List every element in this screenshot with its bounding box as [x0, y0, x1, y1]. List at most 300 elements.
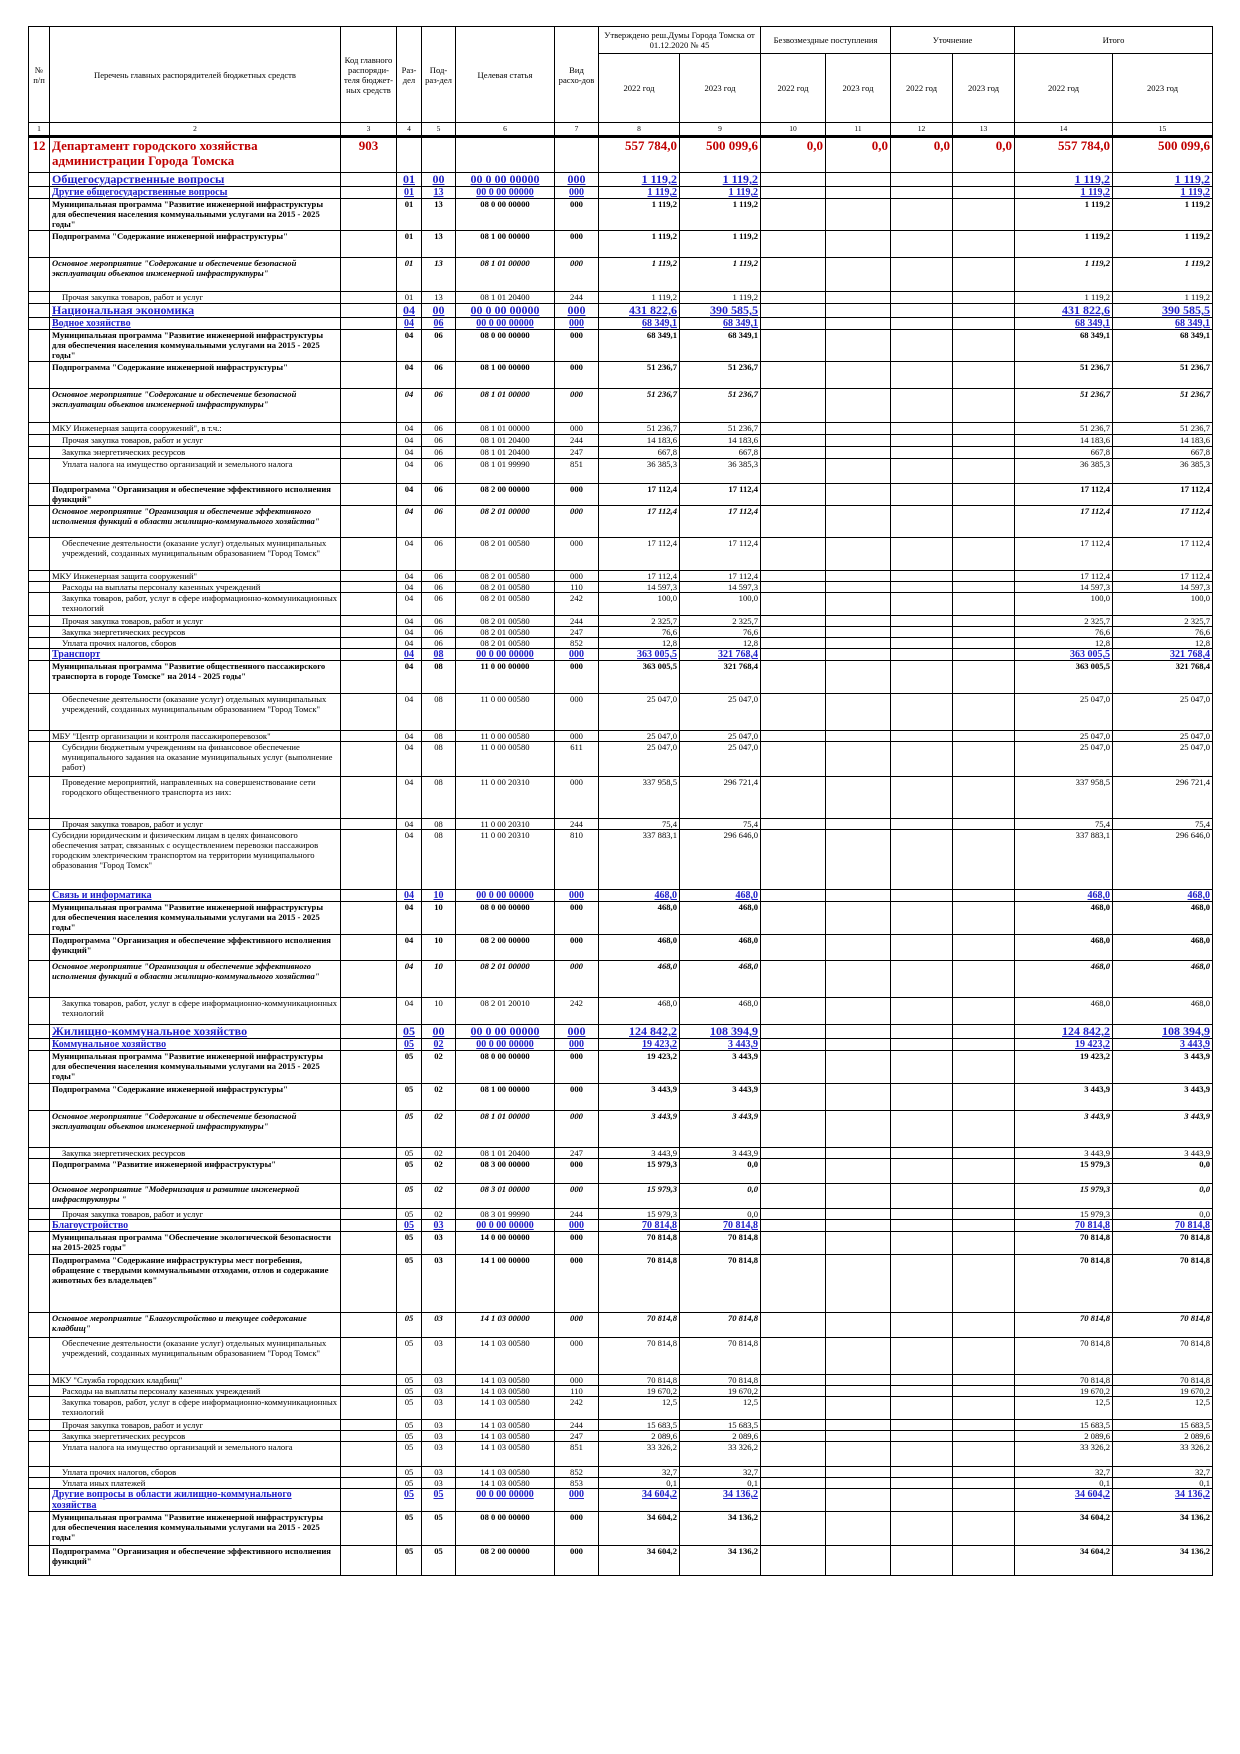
- cell-code: [341, 1184, 397, 1209]
- cell-free-2023: [826, 830, 891, 890]
- cell-total-2022: 363 005,5: [1015, 661, 1113, 694]
- cell-vid: 000: [555, 1039, 599, 1051]
- cell-total-2022: 1 119,2: [1015, 199, 1113, 231]
- cell-approved-2022: 431 822,6: [599, 304, 680, 318]
- table-row: [29, 1220, 1213, 1232]
- cell-razdel: 01: [397, 231, 422, 258]
- cell-name: Другие общегосударственные вопросы: [50, 187, 341, 199]
- cell-total-2023: 17 112,4: [1113, 484, 1213, 506]
- cell-razdel: 04: [397, 638, 422, 649]
- cell-approved-2022: 14 183,6: [599, 435, 680, 447]
- cell-total-2023: 33 326,2: [1113, 1442, 1213, 1467]
- cell-total-2023: 12,5: [1113, 1397, 1213, 1420]
- cell-free-2023: [826, 1313, 891, 1338]
- cell-name: Подпрограмма "Содержание инфраструктуры мест погребения, обращение с твердыми коммунальными отходами, отлов и содержание животных без владельцев": [50, 1255, 341, 1313]
- cell-target: 08 2 01 00580: [456, 582, 555, 593]
- cell-name: Подпрограмма "Содержание инженерной инфраструктуры": [50, 231, 341, 258]
- cell-clarify-2023: [953, 292, 1015, 304]
- cell-total-2023: 70 814,8: [1113, 1375, 1213, 1386]
- cell-code: [341, 1375, 397, 1386]
- cell-clarify-2023: [953, 423, 1015, 435]
- table-row: [29, 661, 1213, 694]
- cell-clarify-2023: [953, 616, 1015, 627]
- cell-code: [341, 731, 397, 742]
- cell-podrazdel: 05: [422, 1489, 456, 1512]
- cell-total-2022: 12,8: [1015, 638, 1113, 649]
- cell-idx: [29, 890, 50, 902]
- cell-vid: 000: [555, 890, 599, 902]
- cell-clarify-2023: [953, 231, 1015, 258]
- cell-podrazdel: 03: [422, 1255, 456, 1313]
- table-row: [29, 649, 1213, 661]
- cell-code: [341, 1431, 397, 1442]
- cell-free-2022: [761, 627, 826, 638]
- column-number: 11: [826, 123, 891, 137]
- cell-target: 11 0 00 00580: [456, 742, 555, 777]
- cell-podrazdel: 06: [422, 506, 456, 538]
- cell-free-2022: [761, 935, 826, 961]
- cell-free-2022: [761, 199, 826, 231]
- cell-total-2022: 68 349,1: [1015, 318, 1113, 330]
- cell-idx: [29, 1025, 50, 1039]
- header-year: 2023 год: [953, 54, 1015, 123]
- cell-approved-2022: 363 005,5: [599, 661, 680, 694]
- cell-free-2022: [761, 258, 826, 292]
- cell-code: [341, 1386, 397, 1397]
- cell-razdel: 01: [397, 292, 422, 304]
- cell-name: Подпрограмма "Организация и обеспечение эффективного исполнения функций": [50, 1546, 341, 1576]
- table-row: [29, 292, 1213, 304]
- cell-vid: 000: [555, 187, 599, 199]
- cell-clarify-2022: [891, 1420, 953, 1431]
- cell-approved-2023: 296 646,0: [680, 830, 761, 890]
- cell-code: [341, 1159, 397, 1184]
- cell-approved-2023: 19 670,2: [680, 1386, 761, 1397]
- cell-name: Уплата иных платежей: [50, 1478, 341, 1489]
- cell-free-2023: [826, 1084, 891, 1111]
- cell-free-2022: [761, 447, 826, 459]
- cell-free-2022: [761, 571, 826, 582]
- cell-idx: [29, 1159, 50, 1184]
- cell-podrazdel: 03: [422, 1375, 456, 1386]
- cell-code: [341, 935, 397, 961]
- cell-clarify-2022: [891, 1220, 953, 1232]
- cell-approved-2023: 70 814,8: [680, 1255, 761, 1313]
- cell-clarify-2023: [953, 1313, 1015, 1338]
- column-number: 14: [1015, 123, 1113, 137]
- cell-name: Закупка энергетических ресурсов: [50, 1148, 341, 1159]
- cell-idx: [29, 506, 50, 538]
- cell-total-2023: 3 443,9: [1113, 1111, 1213, 1148]
- cell-free-2022: [761, 506, 826, 538]
- cell-clarify-2022: [891, 318, 953, 330]
- cell-clarify-2023: [953, 304, 1015, 318]
- cell-podrazdel: 03: [422, 1397, 456, 1420]
- table-row: [29, 459, 1213, 484]
- cell-idx: [29, 902, 50, 935]
- cell-clarify-2022: [891, 292, 953, 304]
- cell-podrazdel: 00: [422, 304, 456, 318]
- cell-code: [341, 777, 397, 819]
- table-row: [29, 638, 1213, 649]
- cell-vid: 244: [555, 435, 599, 447]
- cell-idx: [29, 1084, 50, 1111]
- header-total: Итого: [1015, 27, 1213, 54]
- cell-free-2023: [826, 731, 891, 742]
- cell-target: 08 0 00 00000: [456, 1051, 555, 1084]
- cell-clarify-2023: [953, 627, 1015, 638]
- cell-clarify-2022: [891, 1546, 953, 1576]
- cell-approved-2022: 468,0: [599, 902, 680, 935]
- cell-clarify-2023: [953, 1442, 1015, 1467]
- cell-code: [341, 1148, 397, 1159]
- column-number: 15: [1113, 123, 1213, 137]
- cell-name: Департамент городского хозяйства администрации Города Томска: [50, 137, 341, 173]
- cell-free-2023: [826, 961, 891, 998]
- cell-name: Связь и информатика: [50, 890, 341, 902]
- cell-code: [341, 231, 397, 258]
- cell-approved-2022: 124 842,2: [599, 1025, 680, 1039]
- cell-total-2023: 100,0: [1113, 593, 1213, 616]
- cell-clarify-2023: [953, 582, 1015, 593]
- cell-clarify-2022: [891, 1159, 953, 1184]
- cell-code: [341, 890, 397, 902]
- cell-target: 08 1 00 00000: [456, 1084, 555, 1111]
- cell-target: 08 1 01 00000: [456, 423, 555, 435]
- cell-idx: [29, 830, 50, 890]
- cell-approved-2023: 1 119,2: [680, 187, 761, 199]
- cell-clarify-2023: [953, 1397, 1015, 1420]
- cell-vid: [555, 137, 599, 173]
- cell-podrazdel: 06: [422, 638, 456, 649]
- cell-free-2022: [761, 1546, 826, 1576]
- cell-vid: 000: [555, 961, 599, 998]
- cell-idx: [29, 694, 50, 731]
- cell-approved-2022: 17 112,4: [599, 571, 680, 582]
- cell-approved-2023: 33 326,2: [680, 1442, 761, 1467]
- cell-free-2023: [826, 389, 891, 423]
- cell-name: Жилищно-коммунальное хозяйство: [50, 1025, 341, 1039]
- cell-approved-2022: 70 814,8: [599, 1338, 680, 1375]
- cell-free-2022: [761, 1489, 826, 1512]
- cell-podrazdel: 13: [422, 187, 456, 199]
- cell-razdel: 05: [397, 1209, 422, 1220]
- cell-idx: [29, 1386, 50, 1397]
- cell-code: [341, 330, 397, 362]
- cell-approved-2022: 14 597,3: [599, 582, 680, 593]
- header-row-1: [29, 27, 1213, 54]
- cell-free-2023: [826, 1512, 891, 1546]
- cell-total-2022: 36 385,3: [1015, 459, 1113, 484]
- cell-clarify-2022: [891, 1209, 953, 1220]
- cell-razdel: 04: [397, 593, 422, 616]
- cell-approved-2023: 17 112,4: [680, 538, 761, 571]
- cell-total-2022: 33 326,2: [1015, 1442, 1113, 1467]
- cell-approved-2023: 390 585,5: [680, 304, 761, 318]
- cell-razdel: 05: [397, 1159, 422, 1184]
- cell-razdel: 04: [397, 389, 422, 423]
- cell-free-2022: [761, 616, 826, 627]
- cell-free-2022: [761, 318, 826, 330]
- header-year: 2022 год: [1015, 54, 1113, 123]
- cell-free-2023: [826, 1148, 891, 1159]
- cell-clarify-2022: [891, 1025, 953, 1039]
- cell-vid: 000: [555, 1025, 599, 1039]
- cell-target: 00 0 00 00000: [456, 1220, 555, 1232]
- cell-clarify-2023: [953, 777, 1015, 819]
- cell-podrazdel: 06: [422, 582, 456, 593]
- cell-total-2023: 468,0: [1113, 935, 1213, 961]
- cell-clarify-2022: [891, 1431, 953, 1442]
- cell-code: [341, 187, 397, 199]
- cell-free-2022: [761, 731, 826, 742]
- cell-podrazdel: 06: [422, 389, 456, 423]
- cell-name: Подпрограмма "Организация и обеспечение эффективного исполнения функций": [50, 484, 341, 506]
- cell-free-2023: 0,0: [826, 137, 891, 173]
- cell-approved-2022: 557 784,0: [599, 137, 680, 173]
- cell-free-2022: [761, 330, 826, 362]
- cell-podrazdel: 06: [422, 435, 456, 447]
- cell-name: Благоустройство: [50, 1220, 341, 1232]
- cell-free-2023: [826, 423, 891, 435]
- cell-total-2023: 0,0: [1113, 1184, 1213, 1209]
- cell-name: Субсидии юридическим и физическим лицам в целях финансового обеспечения затрат, связанных с осуществлением перевозки пассажиров городским электрическим транспортом на территории муниципального образования "Город Томск": [50, 830, 341, 890]
- cell-approved-2023: 1 119,2: [680, 199, 761, 231]
- table-row: [29, 1420, 1213, 1431]
- cell-name: Прочая закупка товаров, работ и услуг: [50, 616, 341, 627]
- cell-code: [341, 694, 397, 731]
- cell-razdel: 05: [397, 1111, 422, 1148]
- cell-code: [341, 1209, 397, 1220]
- cell-razdel: 04: [397, 435, 422, 447]
- cell-free-2023: [826, 694, 891, 731]
- cell-target: 00 0 00 00000: [456, 1025, 555, 1039]
- cell-name: Муниципальная программа "Развитие общественного пассажирского транспорта в городе Томске" на 2014 - 2025 годы": [50, 661, 341, 694]
- cell-clarify-2023: [953, 1039, 1015, 1051]
- cell-clarify-2023: [953, 1478, 1015, 1489]
- cell-total-2022: 468,0: [1015, 935, 1113, 961]
- cell-vid: 000: [555, 731, 599, 742]
- cell-code: [341, 1220, 397, 1232]
- cell-name: Обеспечение деятельности (оказание услуг) отдельных муниципальных учреждений, созданных муниципальным образованием "Город Томск": [50, 694, 341, 731]
- cell-total-2023: 390 585,5: [1113, 304, 1213, 318]
- cell-free-2023: [826, 1220, 891, 1232]
- cell-clarify-2022: [891, 1232, 953, 1255]
- cell-code: [341, 1255, 397, 1313]
- cell-clarify-2023: [953, 1431, 1015, 1442]
- cell-vid: 000: [555, 484, 599, 506]
- cell-clarify-2022: [891, 998, 953, 1025]
- cell-idx: [29, 459, 50, 484]
- cell-total-2023: 1 119,2: [1113, 173, 1213, 187]
- cell-approved-2023: 0,0: [680, 1209, 761, 1220]
- cell-approved-2022: 15 979,3: [599, 1159, 680, 1184]
- cell-razdel: 04: [397, 330, 422, 362]
- cell-approved-2022: 19 670,2: [599, 1386, 680, 1397]
- cell-free-2023: [826, 1209, 891, 1220]
- cell-razdel: 04: [397, 571, 422, 582]
- cell-idx: [29, 1148, 50, 1159]
- cell-free-2023: [826, 199, 891, 231]
- cell-approved-2022: 25 047,0: [599, 742, 680, 777]
- cell-approved-2023: 0,0: [680, 1184, 761, 1209]
- cell-total-2022: 34 604,2: [1015, 1546, 1113, 1576]
- cell-approved-2023: 12,8: [680, 638, 761, 649]
- cell-vid: 000: [555, 423, 599, 435]
- cell-clarify-2022: [891, 231, 953, 258]
- table-row: [29, 593, 1213, 616]
- cell-target: 08 1 01 20400: [456, 435, 555, 447]
- cell-total-2022: 1 119,2: [1015, 231, 1113, 258]
- cell-free-2023: [826, 1025, 891, 1039]
- cell-target: 08 1 00 00000: [456, 362, 555, 389]
- cell-total-2023: 12,8: [1113, 638, 1213, 649]
- table-row: [29, 731, 1213, 742]
- cell-total-2022: 468,0: [1015, 902, 1113, 935]
- cell-idx: [29, 1375, 50, 1386]
- cell-podrazdel: 06: [422, 593, 456, 616]
- cell-vid: 000: [555, 330, 599, 362]
- cell-free-2023: [826, 292, 891, 304]
- table-row: [29, 389, 1213, 423]
- cell-total-2023: 70 814,8: [1113, 1232, 1213, 1255]
- cell-target: 11 0 00 20310: [456, 777, 555, 819]
- cell-target: 14 1 03 00580: [456, 1397, 555, 1420]
- cell-total-2023: 500 099,6: [1113, 137, 1213, 173]
- cell-code: [341, 961, 397, 998]
- cell-total-2023: 468,0: [1113, 890, 1213, 902]
- cell-clarify-2023: [953, 1375, 1015, 1386]
- cell-free-2022: [761, 1512, 826, 1546]
- column-number: 3: [341, 123, 397, 137]
- cell-clarify-2022: [891, 638, 953, 649]
- cell-clarify-2022: [891, 459, 953, 484]
- cell-approved-2023: 468,0: [680, 961, 761, 998]
- cell-clarify-2023: [953, 742, 1015, 777]
- cell-approved-2023: 76,6: [680, 627, 761, 638]
- cell-clarify-2022: [891, 538, 953, 571]
- cell-vid: 000: [555, 1255, 599, 1313]
- cell-code: [341, 362, 397, 389]
- cell-free-2023: [826, 484, 891, 506]
- cell-approved-2022: 0,1: [599, 1478, 680, 1489]
- cell-target: 08 1 01 00000: [456, 1111, 555, 1148]
- cell-podrazdel: 06: [422, 616, 456, 627]
- cell-total-2022: 19 423,2: [1015, 1039, 1113, 1051]
- table-row: [29, 538, 1213, 571]
- cell-name: Обеспечение деятельности (оказание услуг) отдельных муниципальных учреждений, созданных муниципальным образованием "Город Томск": [50, 538, 341, 571]
- cell-approved-2023: 0,1: [680, 1478, 761, 1489]
- cell-idx: [29, 1051, 50, 1084]
- cell-clarify-2022: [891, 506, 953, 538]
- cell-total-2023: 14 597,3: [1113, 582, 1213, 593]
- cell-target: 14 1 03 00580: [456, 1478, 555, 1489]
- cell-razdel: 05: [397, 1338, 422, 1375]
- cell-approved-2022: 34 604,2: [599, 1546, 680, 1576]
- cell-razdel: 05: [397, 1084, 422, 1111]
- column-number: 1: [29, 123, 50, 137]
- cell-vid: 000: [555, 777, 599, 819]
- cell-approved-2023: 14 597,3: [680, 582, 761, 593]
- cell-vid: 000: [555, 649, 599, 661]
- cell-clarify-2023: [953, 1467, 1015, 1478]
- cell-name: Проведение мероприятий, направленных на совершенствование сети городского общественного транспорта из них:: [50, 777, 341, 819]
- cell-podrazdel: 02: [422, 1209, 456, 1220]
- cell-vid: 244: [555, 1420, 599, 1431]
- cell-target: 00 0 00 00000: [456, 1039, 555, 1051]
- cell-approved-2022: 468,0: [599, 961, 680, 998]
- cell-target: 08 1 00 00000: [456, 231, 555, 258]
- cell-vid: 000: [555, 199, 599, 231]
- cell-free-2022: [761, 1159, 826, 1184]
- cell-target: 00 0 00 00000: [456, 304, 555, 318]
- cell-name: Подпрограмма "Развитие инженерной инфраструктуры": [50, 1159, 341, 1184]
- cell-podrazdel: 13: [422, 199, 456, 231]
- cell-free-2022: [761, 173, 826, 187]
- cell-total-2022: 15 979,3: [1015, 1209, 1113, 1220]
- cell-approved-2023: 3 443,9: [680, 1039, 761, 1051]
- cell-idx: [29, 661, 50, 694]
- cell-razdel: 04: [397, 830, 422, 890]
- cell-clarify-2023: [953, 389, 1015, 423]
- cell-total-2023: 17 112,4: [1113, 571, 1213, 582]
- cell-approved-2022: 17 112,4: [599, 538, 680, 571]
- cell-idx: [29, 742, 50, 777]
- cell-idx: [29, 199, 50, 231]
- table-row: [29, 1159, 1213, 1184]
- cell-podrazdel: 03: [422, 1313, 456, 1338]
- cell-podrazdel: 08: [422, 694, 456, 731]
- cell-total-2023: 36 385,3: [1113, 459, 1213, 484]
- cell-podrazdel: 00: [422, 1025, 456, 1039]
- cell-target: 11 0 00 20310: [456, 830, 555, 890]
- budget-sheet: [28, 26, 1212, 1576]
- cell-total-2022: 0,1: [1015, 1478, 1113, 1489]
- cell-total-2023: 1 119,2: [1113, 231, 1213, 258]
- cell-total-2022: 468,0: [1015, 890, 1113, 902]
- header-target: Целевая статья: [456, 27, 555, 123]
- cell-free-2023: [826, 819, 891, 830]
- cell-free-2022: [761, 459, 826, 484]
- cell-clarify-2022: [891, 571, 953, 582]
- cell-name: Водное хозяйство: [50, 318, 341, 330]
- cell-clarify-2023: [953, 258, 1015, 292]
- cell-clarify-2023: [953, 961, 1015, 998]
- cell-total-2022: 25 047,0: [1015, 742, 1113, 777]
- cell-approved-2022: 12,5: [599, 1397, 680, 1420]
- cell-name: Закупка товаров, работ, услуг в сфере информационно-коммуникационных технологий: [50, 998, 341, 1025]
- cell-total-2022: 667,8: [1015, 447, 1113, 459]
- table-row: [29, 447, 1213, 459]
- cell-code: [341, 638, 397, 649]
- cell-razdel: 04: [397, 649, 422, 661]
- cell-vid: 244: [555, 1209, 599, 1220]
- cell-approved-2023: 34 136,2: [680, 1546, 761, 1576]
- cell-name: Основное мероприятие "Содержание и обеспечение безопасной эксплуатации объектов инженерной инфраструктуры": [50, 1111, 341, 1148]
- cell-approved-2023: 3 443,9: [680, 1111, 761, 1148]
- cell-approved-2023: 17 112,4: [680, 506, 761, 538]
- table-row: [29, 742, 1213, 777]
- cell-clarify-2022: [891, 435, 953, 447]
- cell-name: Муниципальная программа "Развитие инженерной инфраструктуры для обеспечения населения коммунальными услугами на 2015 - 2025 годы": [50, 1051, 341, 1084]
- cell-free-2023: [826, 1232, 891, 1255]
- cell-code: [341, 1478, 397, 1489]
- column-number: 7: [555, 123, 599, 137]
- cell-approved-2022: 34 604,2: [599, 1489, 680, 1512]
- table-row: [29, 1209, 1213, 1220]
- cell-clarify-2022: [891, 649, 953, 661]
- cell-clarify-2022: [891, 199, 953, 231]
